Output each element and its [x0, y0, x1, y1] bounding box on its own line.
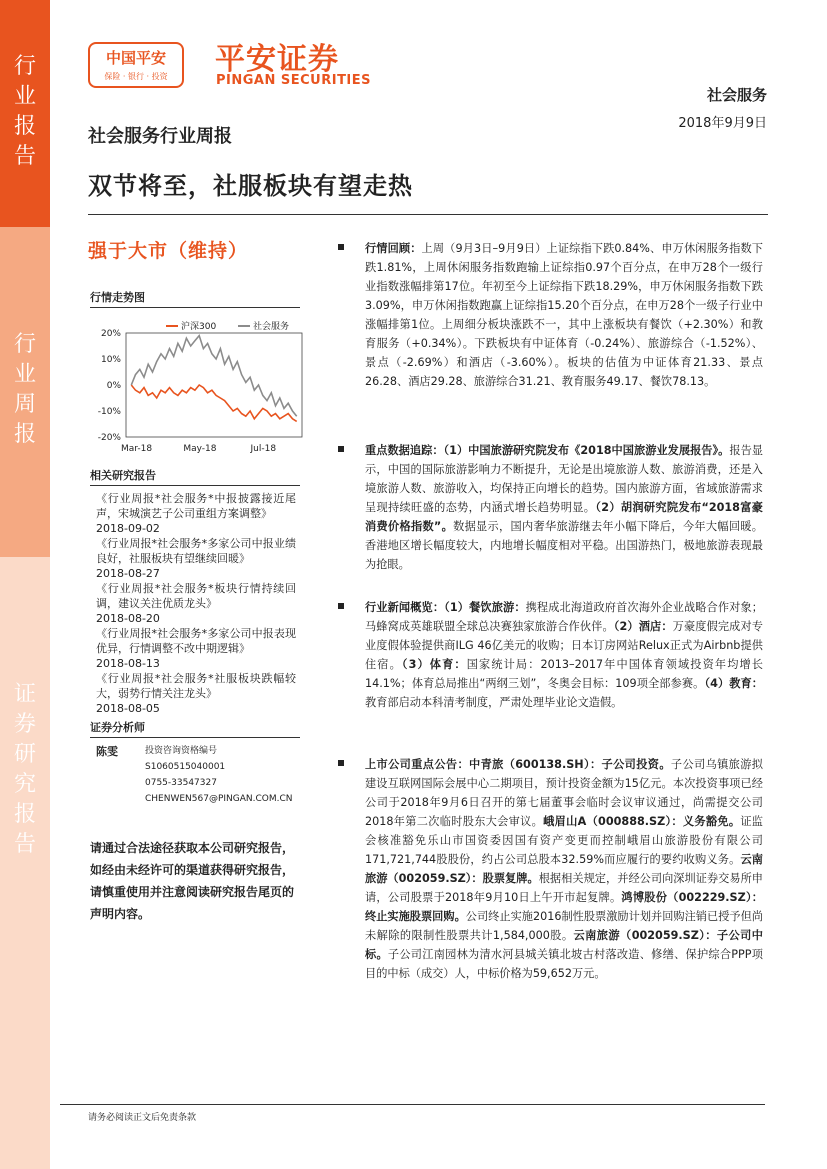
footer-divider: [60, 1104, 765, 1105]
pingan-group-logo: [88, 42, 184, 88]
analyst-cert-no: S1060515040001: [145, 762, 226, 772]
plot-frame: [126, 333, 302, 437]
related-report-item[interactable]: [96, 671, 296, 716]
report-type: 社会服务行业周报: [88, 126, 232, 147]
bullet-icon: [338, 603, 344, 609]
bullet-body: 报告显示，中国的国际旅游影响力不断提升，无论是出境旅游人数、旅游消费，还是入境旅游人数、旅游收入，均保持正向增长的趋势。国内旅游方面，省域旅游需求呈现持续旺盛的态势，内涵式增长趋势明显。: [365, 444, 763, 514]
sidebar-char: 报: [13, 802, 36, 827]
related-reports-list: [96, 491, 296, 716]
report-date: 2018年9月9日: [678, 116, 767, 131]
analyst-divider: [90, 737, 300, 738]
analyst-email: CHENWEN567@PINGAN.COM.CN: [145, 794, 293, 804]
bullet-body: 证监会核准豁免乐山市国资委因国有资产变更而控制峨眉山旅游股份有限公司171,721,744股股份，约占公司总股本32.59%而应履行的要约收购义务。: [365, 815, 763, 866]
sidebar-label-weekly: [0, 330, 50, 450]
x-tick-label: May-18: [183, 444, 217, 454]
sidebar-char: 究: [13, 772, 36, 797]
legend-label: 沪深300: [181, 322, 217, 332]
bullet-heading: 峨眉山A（000888.SZ）：义务豁免。: [543, 815, 741, 828]
sidebar-char: 报: [13, 114, 36, 139]
bullet-heading: （2）酒店：: [613, 620, 673, 633]
bullet-body: 根据相关规定，并经公司向深圳证券交易所申请，公司股票于2018年9月10日上午开市起复牌。: [365, 872, 763, 904]
sidebar-char: 行: [13, 332, 36, 357]
sidebar-char: 报: [13, 422, 36, 447]
bullet-body: 数据显示，国内奢华旅游继去年小幅下降后，今年大幅回暖。香港地区增长幅度较大，内地增长幅度相对平稳。出国游热门，极地旅游表现最为抢眼。: [365, 520, 763, 571]
sidebar-char: 告: [13, 832, 36, 857]
bullet-body: 子公司乌镇旅游拟建设互联网国际会展中心二期项目，预计投资金额为15亿元。本次投资事项已经公司于2018年9月6日召开的第七届董事会临时会议审议通过，尚需提交公司2018年第二次临时股东大会审议。: [365, 758, 763, 828]
page-title: 双节将至，社服板块有望走热: [88, 172, 413, 200]
bullet-heading: 云南旅游（002059.SZ）：子公司中标。: [365, 929, 763, 961]
analyst-info: [145, 743, 293, 807]
analyst-cert-label: 投资咨询资格编号: [145, 746, 218, 756]
bullet-body: 国家统计局：2013–2017年中国体育领域投资年均增长14.1%；体育总局推出“两纲三划”，冬奥会目标：109项全部参赛。: [365, 658, 763, 690]
sidebar-char: 告: [13, 144, 36, 169]
disclaimer: 请通过合法途径获取本公司研究报告，如经由未经许可的渠道获得研究报告，请慎重使用并注意阅读研究报告尾页的声明内容。: [90, 841, 295, 921]
analyst-title: 证券分析师: [90, 721, 145, 734]
chart-series: [131, 336, 296, 422]
brand-cn: 平安证券: [215, 42, 339, 77]
related-title: 相关研究报告: [90, 469, 156, 482]
trend-chart: [90, 315, 306, 460]
series-line-social-services: [131, 336, 296, 417]
logo-tagline: 保险 · 银行 · 投资: [104, 72, 168, 81]
bullet-heading: 重点数据追踪：（1）中国旅游研究院发布《2018中国旅游业发展报告》。: [365, 444, 730, 457]
related-report-title: 《行业周报*社会服务*多家公司中报业绩良好，社服板块有望继续回暖》: [96, 537, 296, 565]
related-report-date: 2018-08-05: [96, 702, 160, 715]
related-report-item[interactable]: [96, 491, 296, 536]
sidebar-char: 行: [13, 54, 36, 79]
related-report-date: 2018-09-02: [96, 522, 160, 535]
related-report-title: 《行业周报*社会服务*多家公司中报表现优异，行情调整不改中期逻辑》: [96, 627, 296, 655]
bullet-heading: 行情回顾：: [365, 242, 422, 255]
bullet-body: 携程成北海道政府首次海外企业战略合作对象；马蜂窝成英雄联盟全球总决赛独家旅游合作伙伴。: [365, 601, 763, 633]
related-report-title: 《行业周报*社会服务*社服板块跌幅较大，弱势行情关注龙头》: [96, 672, 296, 700]
y-tick-label: 20%: [100, 329, 121, 339]
trend-title: 行情走势图: [90, 291, 145, 304]
bullet-text: [365, 441, 763, 574]
sidebar-char: 周: [13, 392, 36, 417]
sidebar-char: 业: [13, 84, 36, 109]
chart-legend: [166, 320, 289, 332]
x-tick-label: Jul-18: [250, 444, 277, 454]
related-report-date: 2018-08-13: [96, 657, 160, 670]
sidebar-char: 业: [13, 362, 36, 387]
y-tick-label: 10%: [100, 355, 121, 365]
bullet-text: [365, 755, 763, 983]
bullet-body: 公司终止实施2016制性股票激励计划并回购注销已授予但尚未解除的限制性股票共计1,584,000股。: [365, 910, 763, 942]
sidebar-label-report: [0, 52, 50, 172]
bullet-body: 万豪度假完成对专业度假体验提供商ILG 46亿美元的收购；日本订房网站Relux正式为Airbnb提供住宿。: [365, 620, 763, 671]
bullet-heading: 云南旅游（002059.SZ）：股票复牌。: [365, 853, 763, 885]
series-line-csi300: [131, 385, 296, 421]
related-report-item[interactable]: [96, 626, 296, 671]
related-report-title: 《行业周报*社会服务*板块行情持续回调，建议关注优质龙头》: [96, 582, 296, 610]
footer-note: 请务必阅读正文后免责条款: [88, 1113, 197, 1123]
bullet-text: [365, 598, 763, 712]
bullet-heading: （2）胡润研究院发布“2018富豪消费价格指数”。: [365, 501, 763, 533]
analyst-phone: 0755-33547327: [145, 778, 217, 788]
sidebar-char: 证: [13, 682, 36, 707]
bullet-body: 上周（9月3日–9月9日）上证综指下跌0.84%、申万休闲服务指数下跌1.81%，上周休闲服务指数跑输上证综指0.97个百分点，在申万28个一级行业指数涨幅排第17位。年初至今上证综指下跌18.29%，申万休闲服务指数下跌3.09%，申万休闲指数跑赢上证综指15.20个百分点，在申万28个一级子行业中涨幅排第1位。上周细分板块涨跌不一，其中上涨板块有餐饮（+2.30%）和教育服务（+0.34%）。下跌板块有中证体育（-0.24%）、旅游综合（-1.52%）、景点（-2.69%）和酒店（-3.60%）。板块的估值为中证体育21.33、景点26.28、酒店29.28、旅游综合31.21、教育服务49.17、餐饮78.13。: [365, 242, 763, 388]
bullet-heading: 行业新闻概览：（1）餐饮旅游：: [365, 601, 526, 614]
bullet-icon: [338, 244, 344, 250]
related-divider: [90, 485, 300, 486]
y-tick-label: 0%: [106, 381, 121, 391]
bullet-icon: [338, 760, 344, 766]
related-report-item[interactable]: [96, 536, 296, 581]
sidebar-block-research: [0, 557, 50, 1169]
related-report-item[interactable]: [96, 581, 296, 626]
related-report-date: 2018-08-27: [96, 567, 160, 580]
y-tick-label: -20%: [97, 433, 121, 443]
x-tick-label: Mar-18: [121, 444, 153, 454]
left-sidebar: [0, 0, 50, 1169]
sidebar-char: 研: [13, 742, 36, 767]
bullet-body: 子公司江南园林为清水河县城关镇北坡古村落改造、修缮、保护综合PPP项目的中标（成交）人，中标价格为59,652万元。: [365, 948, 763, 980]
bullet-heading: 上市公司重点公告：中青旅（600138.SH）：子公司投资。: [365, 758, 671, 771]
bullet-heading: 鸿博股份（002229.SZ）：终止实施股票回购。: [365, 891, 763, 923]
bullet-heading: （4）教育：: [704, 677, 763, 690]
brand-en: PINGAN SECURITIES: [216, 73, 372, 88]
related-report-title: 《行业周报*社会服务*中报披露接近尾声，宋城演艺子公司重组方案调整》: [96, 492, 296, 520]
header-divider: [88, 214, 768, 215]
rating-label: 强于大市（维持）: [88, 240, 249, 262]
related-report-date: 2018-08-20: [96, 612, 160, 625]
bullet-text: [365, 239, 763, 391]
trend-divider: [90, 307, 300, 308]
legend-label: 社会服务: [253, 322, 290, 332]
y-tick-label: -10%: [97, 407, 121, 417]
analyst-name: 陈雯: [96, 745, 118, 758]
sector-label: 社会服务: [706, 86, 767, 104]
bullet-heading: （3）体育：: [401, 658, 467, 671]
logo-cn: 中国平安: [105, 49, 166, 67]
sidebar-char: 券: [13, 712, 36, 737]
sidebar-label-research: [0, 680, 50, 860]
bullet-body: 教育部启动本科清考制度，严肃处理毕业论文造假。: [365, 696, 623, 709]
bullet-icon: [338, 446, 344, 452]
